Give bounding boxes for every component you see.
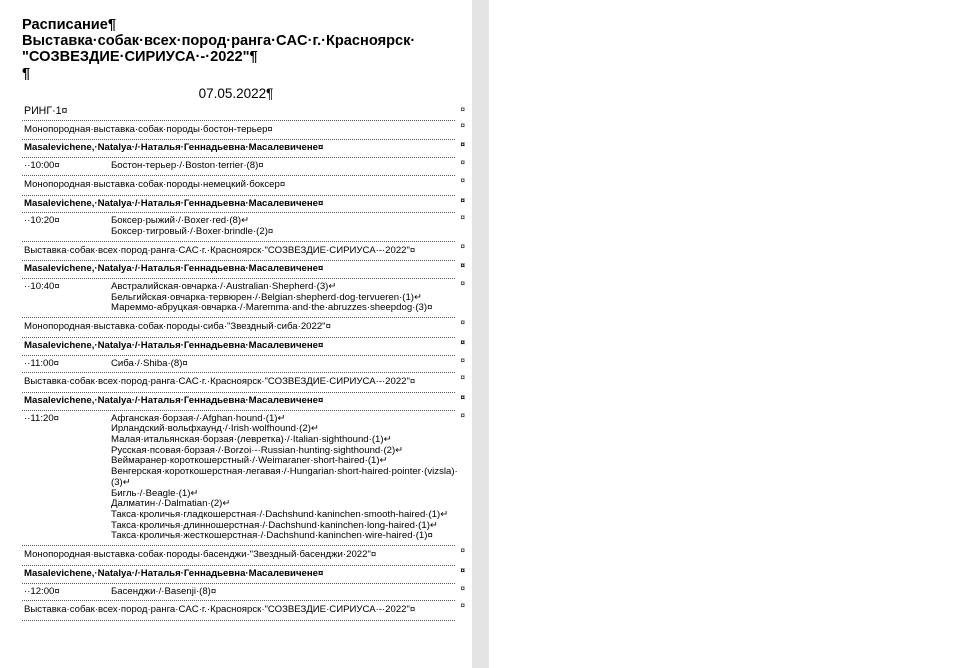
slot-breeds xyxy=(111,282,455,314)
section-header-row xyxy=(22,373,465,393)
breed-line: Австралийская·овчарка·/·Australian·Shepherd·(3)↵ xyxy=(111,281,337,293)
breed-line: Далматин·/·Dalmatian·(2)↵ xyxy=(111,498,231,510)
breed-line: Боксер·тигровый·/·Boxer·brindle·(2)¤ xyxy=(111,225,274,237)
document-date: 07.05.2022¶ xyxy=(198,86,274,101)
schedule-slot-row xyxy=(22,213,465,241)
slot-time: ··10:00¤ xyxy=(24,160,60,172)
breed-line: Ирландский·вольфхаунд·/·Irish·wolfhound·(2)↵ xyxy=(111,423,319,435)
row-end-mark: ¤ xyxy=(460,392,465,402)
section-header: Выставка·собак·всех·пород·ранга·CAC·г.·Красноярск·"СОЗВЕЗДИЕ·СИРИУСА·-·2022"¤ xyxy=(24,244,416,256)
section-header-row xyxy=(22,175,465,196)
section-header-row xyxy=(22,546,465,566)
section-header: Монопородная·выставка·собак·породы·сиба·"Звездный·сиба·2022"¤ xyxy=(24,321,331,333)
breed-line: Малая·итальянская·борзая·(левретка)·/·Italian·sighthound·(1)↵ xyxy=(111,434,392,446)
judge-row xyxy=(22,565,465,584)
document-page-left xyxy=(0,0,472,668)
breed-line: Веймаранер·короткошерстный·/·Weimaraner·short-haired·(1)↵ xyxy=(111,455,388,467)
row-end-mark: ¤ xyxy=(460,261,465,271)
judge-row xyxy=(22,140,465,158)
slot-breeds xyxy=(111,414,458,542)
judge-row xyxy=(22,392,465,411)
slot-time: ··12:00¤ xyxy=(24,585,60,597)
schedule-slot-row xyxy=(22,158,465,176)
ring-row xyxy=(22,105,465,121)
judge-row xyxy=(22,195,465,214)
judge-name: Masalevichene,·Natalya·/·Наталья·Геннадьевна·Масалевичене¤ xyxy=(24,567,324,579)
schedule-slot-row xyxy=(22,410,465,546)
breed-line: Афганская·борзая·/·Afghan·hound·(1)↵ xyxy=(111,412,286,424)
row-end-mark: ¤ xyxy=(460,195,465,205)
schedule-slot-row xyxy=(22,279,465,318)
row-end-mark: ¤ xyxy=(460,410,465,420)
section-header-row xyxy=(22,601,465,621)
slot-time: ··11:00¤ xyxy=(24,357,60,369)
row-end-mark: ¤ xyxy=(460,105,465,114)
judge-name: Masalevichene,·Natalya·/·Наталья·Геннадьевна·Масалевичене¤ xyxy=(24,263,324,275)
row-end-mark: ¤ xyxy=(460,565,465,575)
slot-breeds xyxy=(111,216,455,237)
slot-breeds xyxy=(111,359,455,370)
breed-line: Русская·псовая·борзая·/·Borzoi·-·Russian·hunting·sighthound·(2)↵ xyxy=(111,444,404,456)
section-header-row xyxy=(22,318,465,338)
breed-line: Бигль·/·Beagle·(1)↵ xyxy=(111,487,199,499)
section-header-row xyxy=(22,120,465,141)
breed-line: Такса·кроличья·длинношерстная·/·Dachshund·kaninchen·long-haired·(1)↵ xyxy=(111,519,438,531)
judge-row xyxy=(22,337,465,356)
section-header-row xyxy=(22,241,465,262)
section-header: Выставка·собак·всех·пород·ранга·CAC·г.·Красноярск·"СОЗВЕЗДИЕ·СИРИУСА·-·2022"¤ xyxy=(24,604,416,616)
judge-name: Masalevichene,·Natalya·/·Наталья·Геннадьевна·Масалевичене¤ xyxy=(24,339,324,351)
schedule-table-left xyxy=(22,105,465,621)
section-header: Монопородная·выставка·собак·породы·немецкий·боксер¤ xyxy=(24,178,286,190)
row-end-mark: ¤ xyxy=(460,213,465,223)
row-end-mark: ¤ xyxy=(460,279,465,289)
schedule-slot-row xyxy=(22,583,465,602)
row-end-mark: ¤ xyxy=(460,175,465,185)
row-end-mark: ¤ xyxy=(460,583,465,593)
breed-line: (3)↵ xyxy=(111,476,131,488)
page-gap xyxy=(472,0,489,668)
row-end-mark: ¤ xyxy=(460,120,465,130)
row-end-mark: ¤ xyxy=(460,546,465,556)
judge-name: Masalevichene,·Natalya·/·Наталья·Геннадьевна·Масалевичене¤ xyxy=(24,197,324,209)
breed-line: Бостон-терьер·/·Boston·terrier·(8)¤ xyxy=(111,160,264,172)
breed-line: Мареммо-абруцкая·овчарка·/·Maremma·and·the·abruzzes·sheepdog·(3)¤ xyxy=(111,302,433,314)
slot-time: ··11:20¤ xyxy=(24,412,60,424)
document-title xyxy=(22,17,415,82)
breed-line: Бельгийская·овчарка·тервюрен·/·Belgian·shepherd·dog·tervueren·(1)↵ xyxy=(111,291,423,303)
breed-line: Такса·кроличья·жесткошерстная·/·Dachshund·kaninchen·wire-haired·(1)¤ xyxy=(111,530,433,542)
row-end-mark: ¤ xyxy=(460,373,465,383)
breed-line: Венгерская·короткошерстная·легавая·/·Hungarian·short-haired·pointer·(vizsla)· xyxy=(111,466,458,478)
title-line: "СОЗВЕЗДИЕ·СИРИУСА·-·2022"¶ xyxy=(22,49,258,66)
row-end-mark: ¤ xyxy=(460,140,465,150)
slot-breeds xyxy=(111,161,455,172)
slot-time: ··10:20¤ xyxy=(24,215,60,227)
row-end-mark: ¤ xyxy=(460,241,465,251)
breed-line: Такса·кроличья·гладкошерстная·/·Dachshund·kaninchen·smooth-haired·(1)↵ xyxy=(111,508,449,520)
judge-name: Masalevichene,·Natalya·/·Наталья·Геннадьевна·Масалевичене¤ xyxy=(24,142,324,154)
breed-line: Басенджи·/·Basenji·(8)¤ xyxy=(111,585,217,597)
title-line: Выставка·собак·всех·пород·ранга·CAC·г.·Красноярск· xyxy=(22,33,416,50)
judge-name: Masalevichene,·Natalya·/·Наталья·Геннадьевна·Масалевичене¤ xyxy=(24,394,324,406)
slot-time: ··10:40¤ xyxy=(24,281,60,293)
row-end-mark: ¤ xyxy=(460,337,465,347)
section-header: Монопородная·выставка·собак·породы·басенджи·"Звездный·басенджи·2022"¤ xyxy=(24,549,377,561)
row-end-mark: ¤ xyxy=(460,318,465,328)
breed-line: Сиба·/·Shiba·(8)¤ xyxy=(111,357,188,369)
document-page-right xyxy=(489,0,960,668)
row-end-mark: ¤ xyxy=(460,158,465,168)
schedule-slot-row xyxy=(22,355,465,374)
row-end-mark: ¤ xyxy=(460,601,465,611)
ring-label: РИНГ·1¤ xyxy=(24,105,68,117)
title-line: Расписание¶ xyxy=(22,17,116,33)
title-line: ¶ xyxy=(22,65,31,82)
section-header: Выставка·собак·всех·пород·ранга·CAC·г.·Красноярск·"СОЗВЕЗДИЕ·СИРИУСА·-·2022"¤ xyxy=(24,376,416,388)
row-end-mark: ¤ xyxy=(460,355,465,365)
slot-breeds xyxy=(111,587,455,598)
section-header: Монопородная·выставка·собак·породы·бостон-терьер¤ xyxy=(24,123,273,135)
breed-line: Боксер·рыжий·/·Boxer·red·(8)↵ xyxy=(111,215,250,227)
judge-row xyxy=(22,261,465,279)
